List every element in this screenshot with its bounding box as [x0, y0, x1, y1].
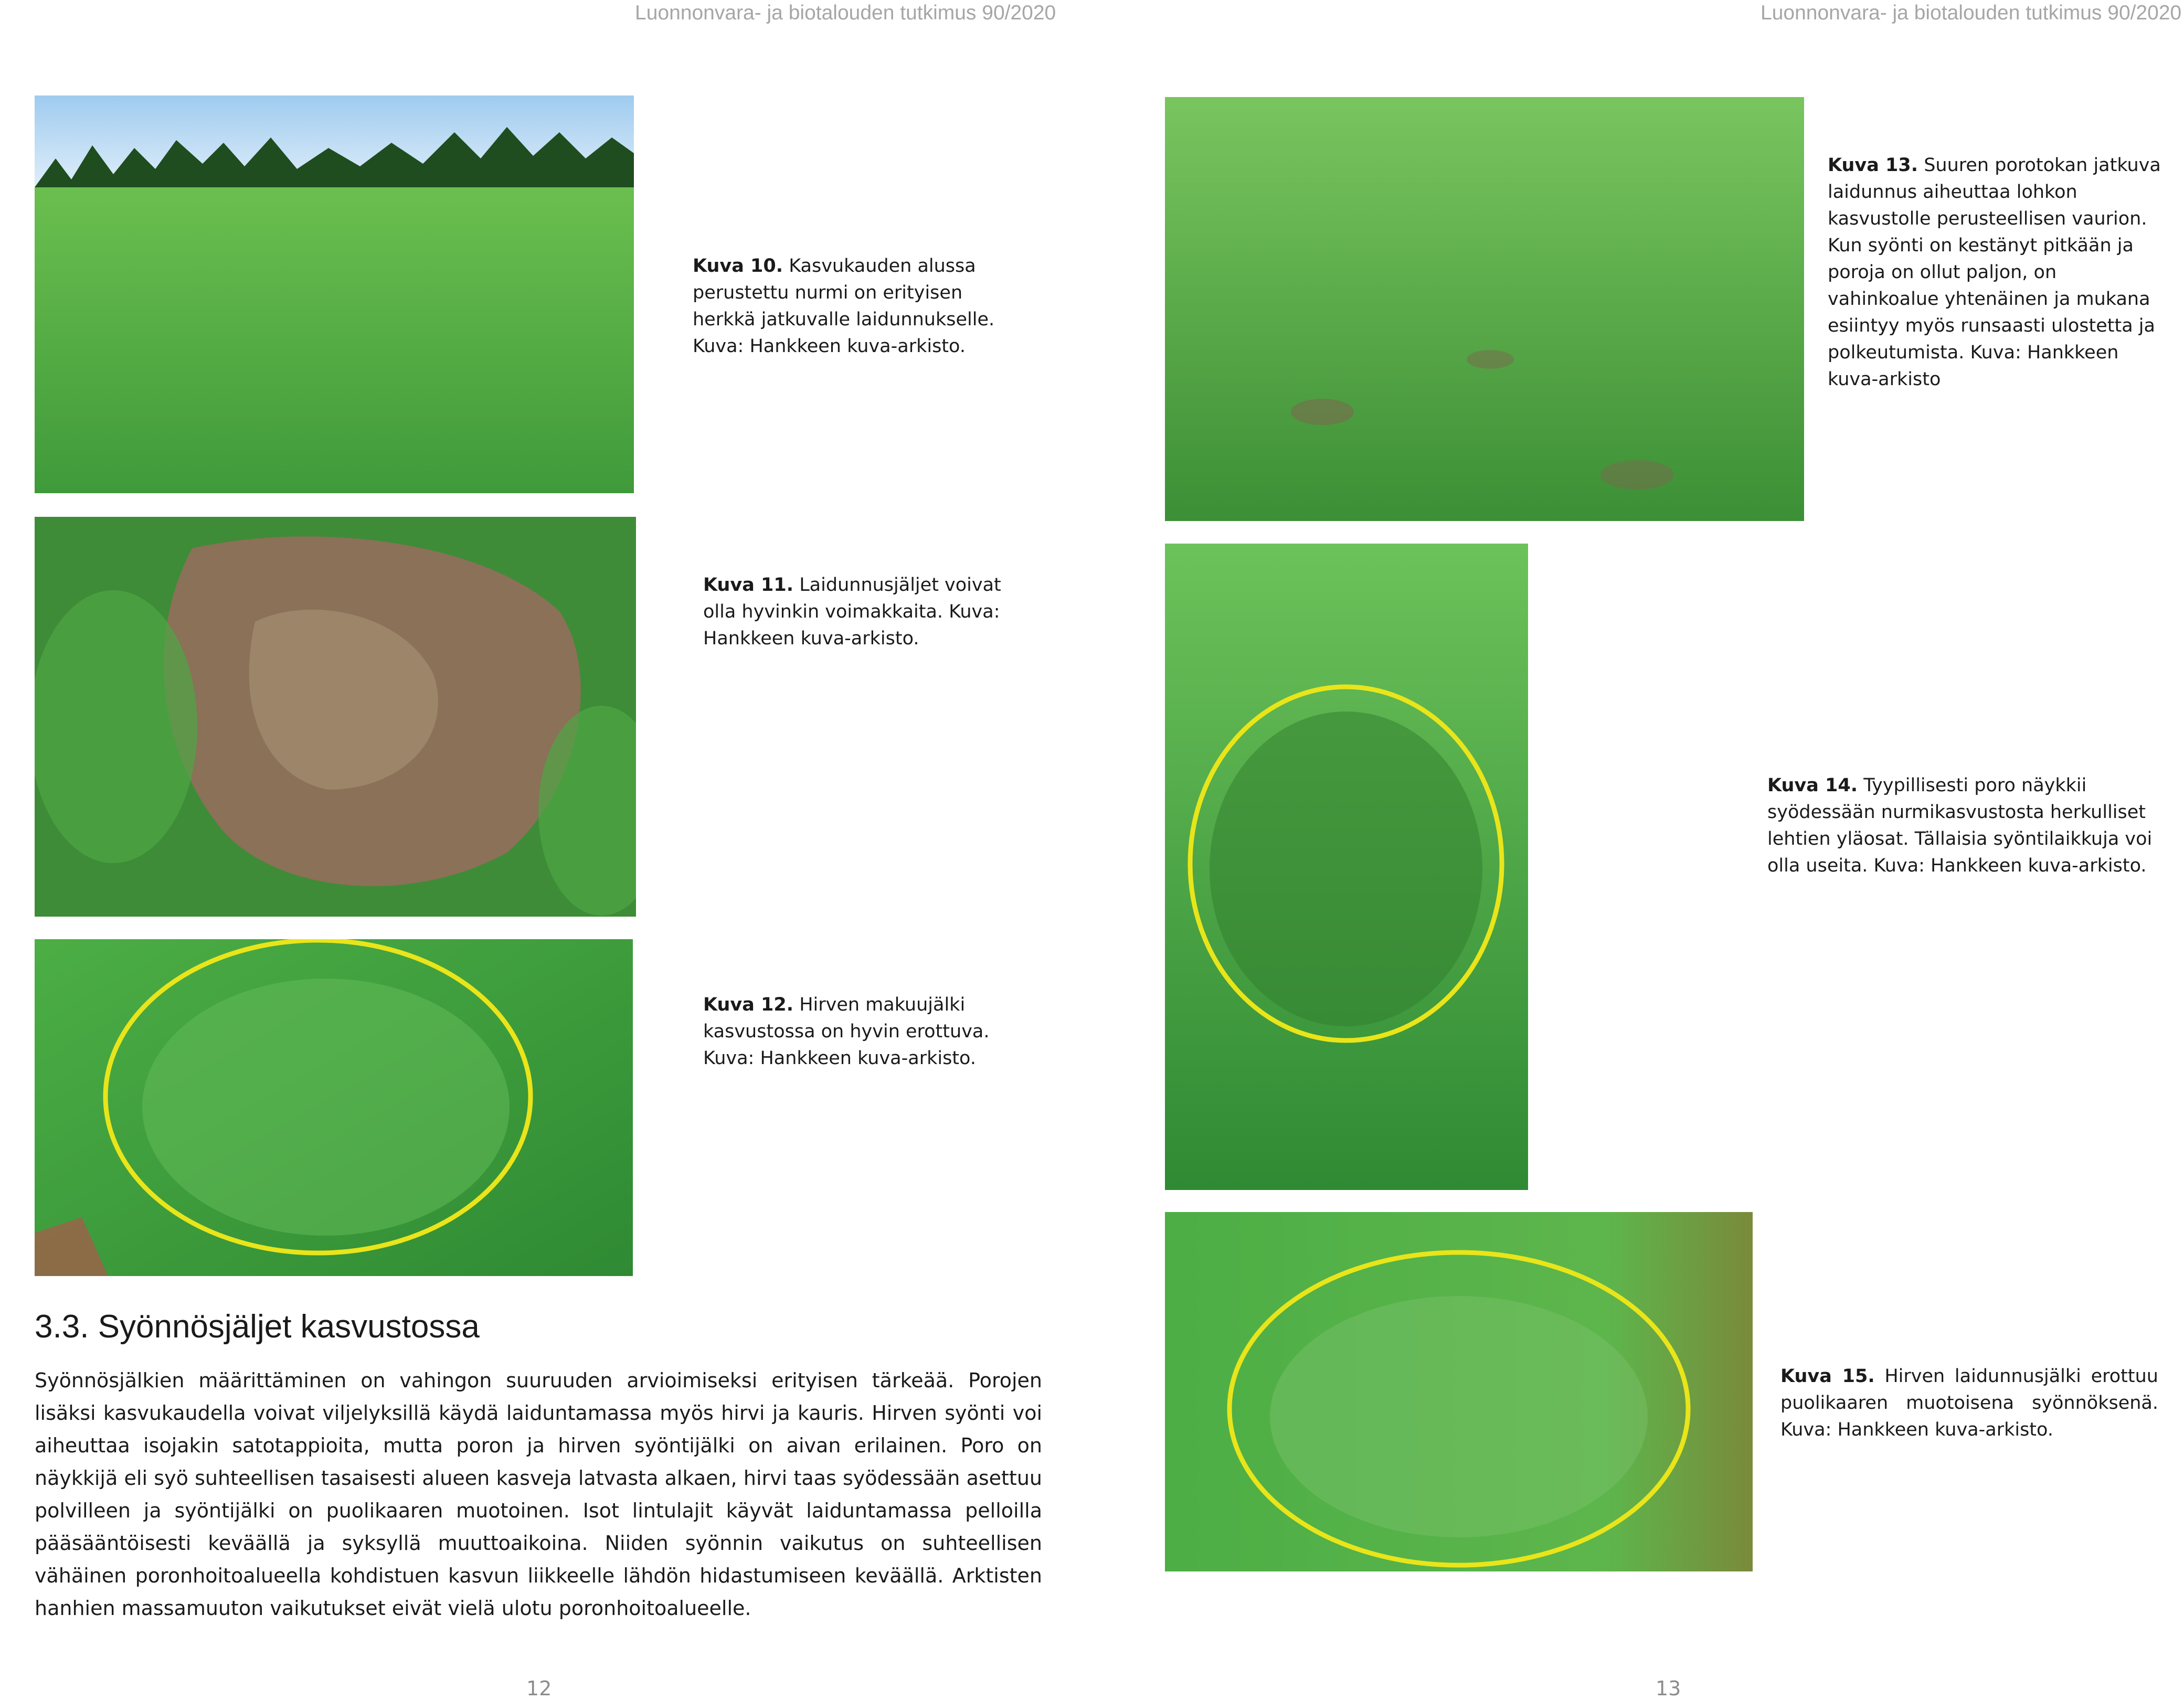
caption-kuva-13 — [1828, 152, 2169, 393]
caption-text: Suuren porotokan jatkuva laidunnus aiheuttaa lohkon kasvustolle perusteellisen vaurion. Kun syönti on kestänyt pitkään ja poroja on ollut paljon, on vahinkoalue yhtenäinen ja mukana esiintyy myös runsaasti ulostetta ja polkeutumista. Kuva: Hankkeen kuva-arkisto — [1828, 155, 2161, 390]
caption-label: Kuva 12. — [703, 994, 794, 1015]
section-body: Syönnösjälkien määrittäminen on vahingon suuruuden arvioimiseksi erityisen tärkeää. Porojen lisäksi kasvukaudella voivat viljelyksillä käydä laiduntamassa myös hirvi ja kauris. Hirven syönti voi aiheuttaa isojakin satotappioita, mutta poron ja hirven syöntijälki on aivan erilainen. Poro on näykkijä eli syö suhteellisen tasaisesti alueen kasveja latvasta alkaen, hirvi taas syödessään asettuu polvilleen ja syöntijälki on puolikaaren muotoinen. Isot lintulajit käyvät laiduntamassa pelloilla pääsääntöisesti keväällä ja syksyllä muuttoaikoina. Niiden syönnin vaikutus on suhteellisen vähäinen poronhoitoalueella kohdistuen kasvun liikkeelle lähdön hidastumiseen keväällä. Arktisten hanhien massamuuton vaikutukset eivät vielä ulotu poronhoitoalueelle. — [35, 1369, 1042, 1620]
running-header-right: Luonnonvara- ja biotalouden tutkimus 90/2020 — [1761, 2, 2182, 24]
caption-kuva-14 — [1767, 772, 2166, 879]
page-number-right: 13 — [1656, 1677, 1681, 1700]
caption-kuva-15 — [1780, 1363, 2158, 1443]
caption-text: Tyypillisesti poro näykkii syödessään nurmikasvustosta herkulliset lehtien yläosat. Tällaisia syöntilaikkuja voi olla useita. Kuva: Hankkeen kuva-arkisto. — [1767, 775, 2153, 876]
caption-label: Kuva 15. — [1780, 1366, 1875, 1387]
caption-kuva-11 — [703, 572, 1029, 652]
page-number-left: 12 — [526, 1677, 552, 1700]
photo-kuva-10 — [35, 95, 634, 493]
photo-kuva-11 — [35, 517, 636, 917]
photo-kuva-15 — [1165, 1212, 1753, 1571]
caption-label: Kuva 10. — [693, 256, 783, 277]
photo-kuva-13 — [1165, 97, 1804, 521]
caption-label: Kuva 11. — [703, 575, 794, 596]
photo-kuva-14 — [1165, 544, 1528, 1190]
photo-kuva-12 — [35, 939, 633, 1276]
caption-text: Hirven makuujälki kasvustossa on hyvin erottuva. Kuva: Hankkeen kuva-arkisto. — [703, 994, 990, 1069]
caption-label: Kuva 14. — [1767, 775, 1858, 796]
caption-text: Hirven laidunnusjälki erottuu puolikaaren muotoisena syönnöksenä. Kuva: Hankkeen kuva-arkisto. — [1780, 1366, 2158, 1440]
caption-text: Laidunnusjäljet voivat olla hyvinkin voimakkaita. Kuva: Hankkeen kuva-arkisto. — [703, 575, 1001, 649]
running-header-left: Luonnonvara- ja biotalouden tutkimus 90/2020 — [635, 2, 1056, 24]
caption-label: Kuva 13. — [1828, 155, 1918, 176]
section-title: 3.3. Syönnösjäljet kasvustossa — [35, 1309, 480, 1345]
caption-kuva-12 — [703, 992, 1029, 1072]
caption-kuva-10 — [693, 253, 1018, 360]
caption-text: Kasvukauden alussa perustettu nurmi on erityisen herkkä jatkuvalle laidunnukselle. Kuva: Hankkeen kuva-arkisto. — [693, 256, 995, 357]
